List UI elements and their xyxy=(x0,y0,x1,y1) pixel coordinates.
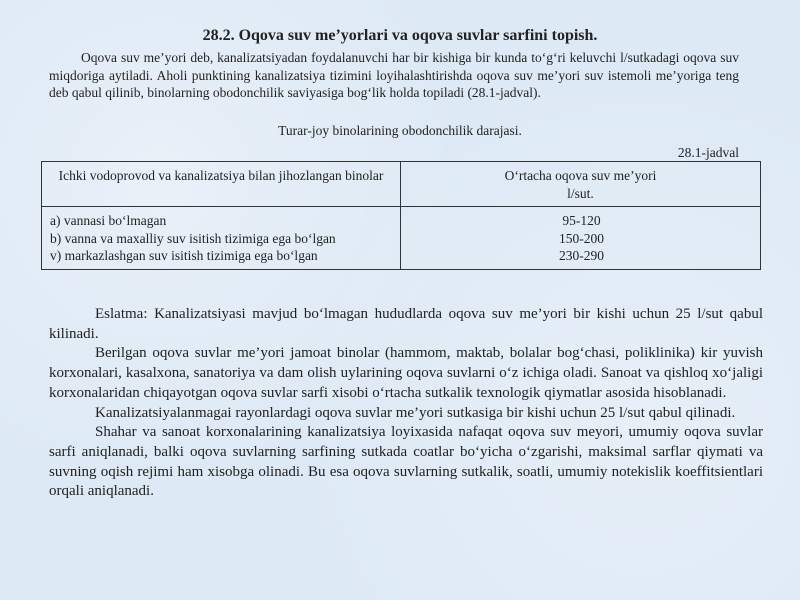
table-row xyxy=(42,207,761,270)
note-paragraph: Eslatma: Kanalizatsiyasi mavjud bo‘lmagan hududlarda oqova suv me’yori bir kishi uchun 25 l/sut qabul kilinadi. xyxy=(49,306,763,342)
row-label-v: v) markazlashgan suv isitish tizimiga ega bo‘lgan xyxy=(50,248,318,263)
table-number: 28.1-jadval xyxy=(677,145,739,160)
header-norm-line1: O‘rtacha oqova suv me’yori xyxy=(504,168,657,183)
row-value-a: 95-120 xyxy=(562,213,601,228)
section-heading: 28.2. Oqova suv me’yorlari va oqova suvlar sarfini topish. xyxy=(202,27,598,44)
header-norm xyxy=(401,162,761,207)
paragraph-design-flows: Shahar va sanoat korxonalarining kanalizatsiya loyixasida nafaqat oqova suv meyori, umumiy oqova suvlar sarfi aniqlanadi, balki oqova suvlarning sarfining sutkada coatlar bo‘yicha o‘zgarishi, maksimal sarflar qiymati va suvning oqish rejimi ham xisobga olinadi. Bu esa oqova suvlarning sutkalik, soatli, umumiy notekislik koeffitsientlari orqali aniqlanadi. xyxy=(49,424,763,500)
row-label-b: b) vanna va maxalliy suv isitish tizimiga ega bo‘lgan xyxy=(50,230,336,246)
row-value-b: 150-200 xyxy=(559,230,604,246)
header-building-type-text: Ichki vodoprovod va kanalizatsiya bilan jihozlangan binolar xyxy=(58,168,384,183)
norm-values-cell xyxy=(401,207,761,270)
intro-paragraph: Oqova suv me’yori deb, kanalizatsiyadan foydalanuvchi har bir kishiga bir kunda to‘g‘ri keluvchi l/sutkadagi oqova suv miqdoriga aytiladi. Aholi punktining kanalizatsiya tizimini loyihalashtirishda oqova suv me’yori suv istemoli me’yoriga teng deb qabul qilinib, binolarning obodonchilik saviyasiga bog‘lik holda topiladi (28.1-jadval). xyxy=(49,50,739,100)
body-text xyxy=(49,305,763,502)
table-header-row xyxy=(42,162,761,207)
paragraph-public-buildings: Berilgan oqova suvlar me’yori jamoat binolar (hammom, maktab, bolalar bog‘chasi, poliklinika) kir yuvish korxonalari, kasalxona, sanatoriya va dam olish uylarining oqova suvlarni o‘z ichiga oladi. Sanoat va qishloq xo‘jaligi korxonalaridan chiqayotgan oqova suvlar sarfi xisobi o‘rtacha sutkalik texnologik qiymatlar asosida hisoblanadi. xyxy=(49,345,763,401)
header-norm-unit: l/sut. xyxy=(567,185,594,201)
wastewater-norms-table xyxy=(41,161,761,270)
row-label-a: a) vannasi bo‘lmagan xyxy=(50,213,167,228)
row-value-v: 230-290 xyxy=(559,248,604,263)
table-caption: Turar-joy binolarining obodonchilik darajasi. xyxy=(278,123,522,138)
header-building-type xyxy=(42,162,401,207)
paragraph-non-sewered-areas: Kanalizatsiyalanmagai rayonlardagi oqova suvlar me’yori sutkasiga bir kishi uchun 25 l/sut qabul qilinadi. xyxy=(95,404,736,421)
building-type-cell xyxy=(42,207,401,270)
